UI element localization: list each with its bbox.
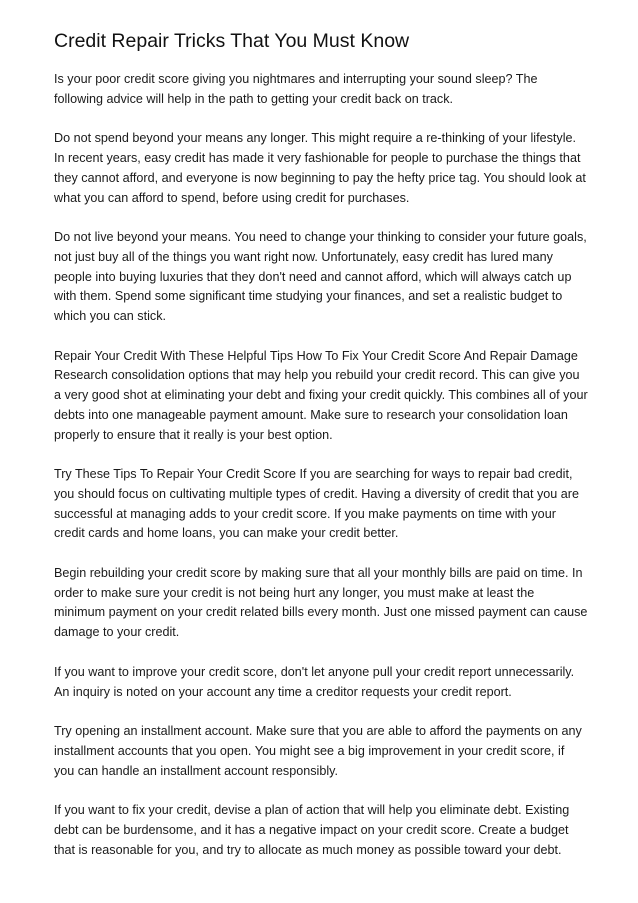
paragraph-spending: Do not spend beyond your means any longer. This might require a re-thinking of your lifestyle. In recent years, easy credit has made it very fashionable for people to purchase the things that they cannot afford, and everyone is now beginning to pay the hefty price tag. You should look at what you can afford to spend, before using credit for purchases.: [54, 131, 586, 205]
paragraph-credit-types: Try These Tips To Repair Your Credit Score If you are searching for ways to repair bad credit, you should focus on cultivating multiple types of credit. Having a diversity of credit that you are successful at managing adds to your credit score. If you make payments on time with your credit cards and home loans, you can make your credit better.: [54, 467, 580, 541]
paragraph-debt-plan: If you want to fix your credit, devise a plan of action that will help you eliminate debt. Existing debt can be burdensome, and it has a negative impact on your credit score. Create a budget that is reasonable for you, and try to allocate as much money as possible toward your debt.: [54, 803, 570, 857]
paragraph-intro: Is your poor credit score giving you nightmares and interrupting your sound sleep? The following advice will help in the path to getting your credit back on track.: [54, 72, 538, 106]
paragraph-means: Do not live beyond your means. You need to change your thinking to consider your future goals, not just buy all of the things you want right now. Unfortunately, easy credit has lured many people into buying luxuries that they don't need and cannot afford, which will always catch up with them. Spend some significant time studying your finances, and set a realistic budget to which you can stick.: [54, 230, 587, 324]
paragraph-credit-report: If you want to improve your credit score, don't let anyone pull your credit report unnecessarily. An inquiry is noted on your account any time a creditor requests your credit report.: [54, 664, 575, 699]
paragraph-bills-on-time: Begin rebuilding your credit score by making sure that all your monthly bills are paid on time. In order to make sure your credit is not being hurt any longer, you must make at least the minimum payment on your credit related bills every month. Just one missed payment can cause damage to your credit.: [54, 566, 588, 640]
document-title: Credit Repair Tricks That You Must Know: [54, 30, 410, 52]
paragraph-installment: Try opening an installment account. Make sure that you are able to afford the payments on any installment accounts that you open. You might see a big improvement in your credit score, if you can handle an installment account responsibly.: [54, 724, 582, 778]
paragraph-consolidation: Repair Your Credit With These Helpful Tips How To Fix Your Credit Score And Repair Damage Research consolidation options that may help you rebuild your credit record. This can give you a very good shot at eliminating your debt and fixing your credit quickly. This combines all of your debts into one manageable payment amount. Make sure to research your consolidation loan properly to ensure that it really is your best option.: [54, 348, 588, 442]
document-body: [54, 70, 588, 881]
